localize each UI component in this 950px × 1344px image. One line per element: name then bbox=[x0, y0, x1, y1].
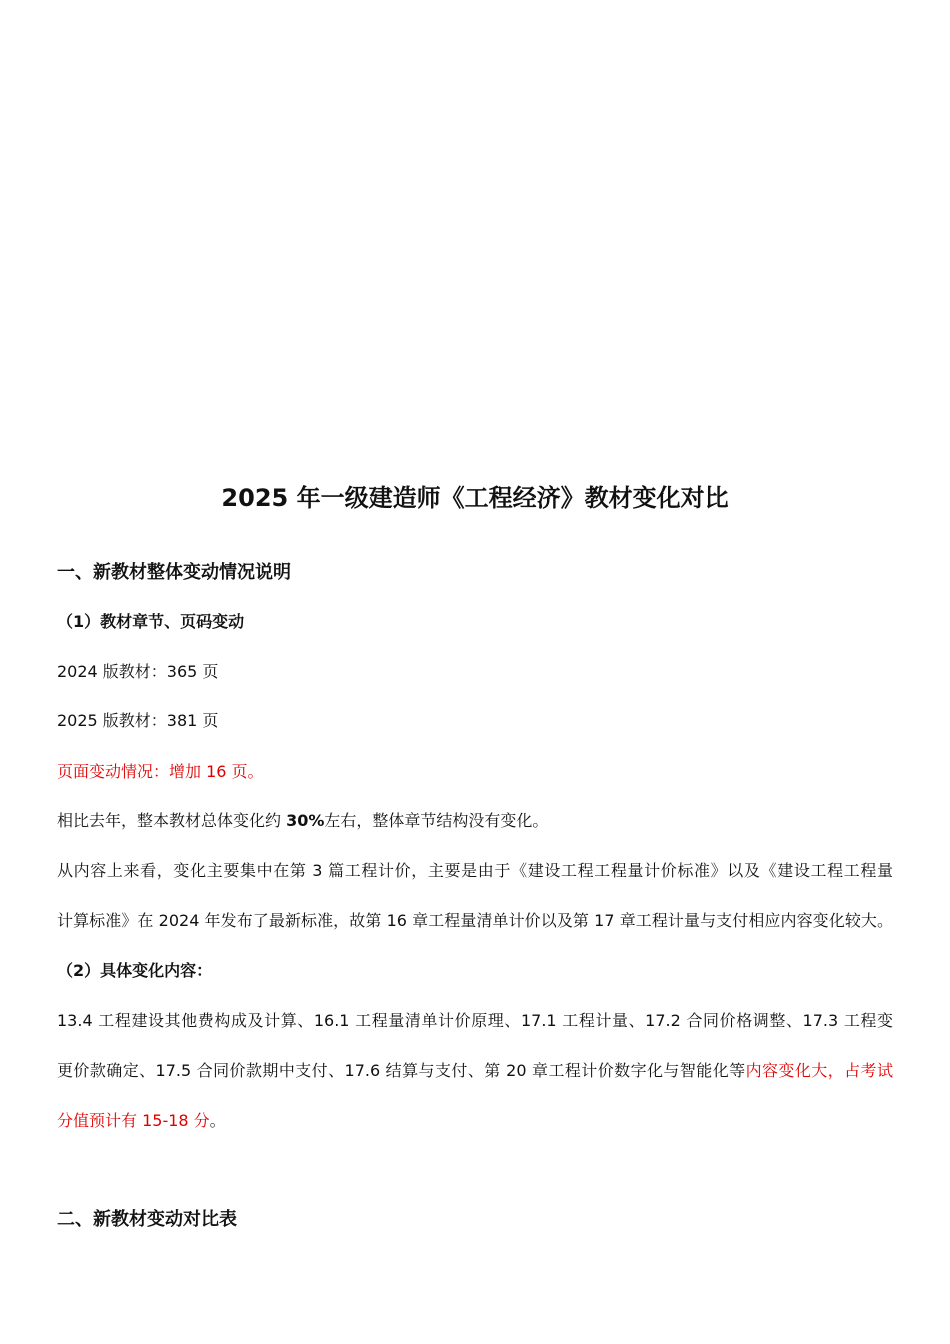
document-title: 2025 年一级建造师《工程经济》教材变化对比 bbox=[221, 484, 729, 512]
subsection2-heading: （2）具体变化内容： bbox=[57, 961, 213, 980]
detail-paragraph-line-2 bbox=[57, 1058, 893, 1081]
content-paragraph-line-2: 计算标准》在 2024 年发布了最新标准，故第 16 章工程量清单计价以及第 17 章工程计量与支付相应内容变化较大。 bbox=[57, 911, 893, 930]
section2-heading: 二、新教材变动对比表 bbox=[57, 1209, 237, 1230]
overall-change-summary bbox=[57, 808, 548, 831]
summary-percentage: 30% bbox=[286, 811, 325, 830]
content-paragraph-line-1: 从内容上来看，变化主要集中在第 3 篇工程计价，主要是由于《建设工程工程量计价标准》以及《建设工程工程量 bbox=[57, 861, 893, 880]
edition-2025-pages: 2025 版教材：381 页 bbox=[57, 711, 219, 730]
detail-line-3-highlight: 分值预计有 15-18 分 bbox=[57, 1111, 210, 1130]
subsection1-heading: （1）教材章节、页码变动 bbox=[57, 612, 245, 631]
page-change-note: 页面变动情况：增加 16 页。 bbox=[57, 762, 264, 781]
summary-suffix: 左右，整体章节结构没有变化。 bbox=[324, 811, 549, 830]
summary-prefix: 相比去年，整本教材总体变化约 bbox=[57, 811, 287, 830]
edition-2024-pages: 2024 版教材：365 页 bbox=[57, 662, 219, 681]
detail-line-2-highlight: 内容变化大，占考试 bbox=[745, 1061, 893, 1080]
detail-line-2-text: 更价款确定、17.5 合同价款期中支付、17.6 结算与支付、第 20 章工程计价数字化与智能化等 bbox=[57, 1061, 746, 1080]
section1-heading: 一、新教材整体变动情况说明 bbox=[57, 562, 291, 583]
detail-line-3-end: 。 bbox=[209, 1111, 226, 1130]
detail-paragraph-line-3 bbox=[57, 1108, 226, 1131]
detail-paragraph-line-1: 13.4 工程建设其他费构成及计算、16.1 工程量清单计价原理、17.1 工程计量、17.2 合同价格调整、17.3 工程变 bbox=[57, 1011, 893, 1030]
